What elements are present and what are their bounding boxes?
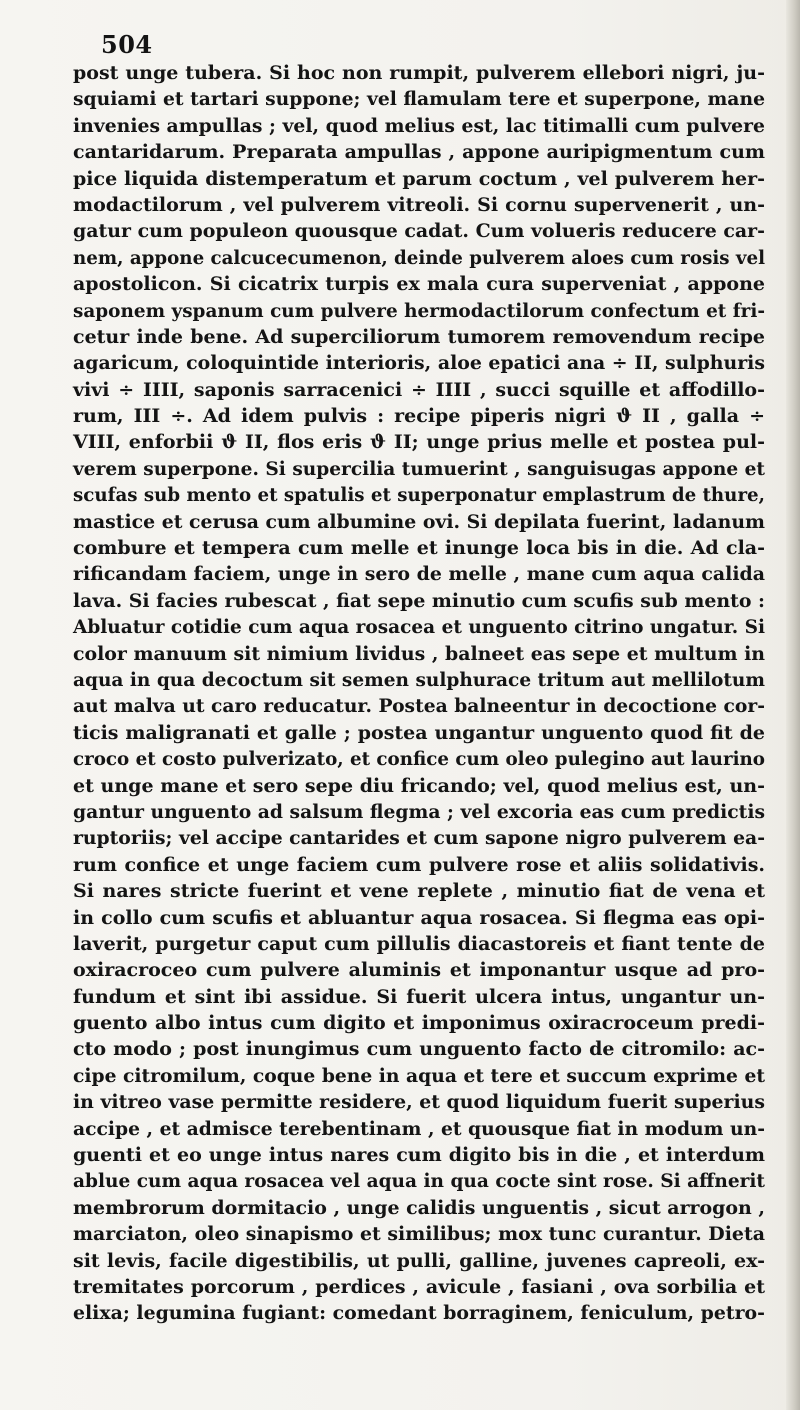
text-line: combure et tempera cum melle et inunge loca bis in die. Ad cla- (73, 537, 765, 560)
text-line: tremitates porcorum , perdices , avicule , fasiani , ova sorbilia et (73, 1275, 765, 1298)
page-edge-shadow (786, 0, 800, 1410)
text-line: agaricum, coloquintide interioris, aloe epatici ana ÷ II, sulphuris (73, 352, 765, 375)
text-line: fundum et sint ibi assidue. Si fuerit ulcera intus, ungantur un- (73, 985, 765, 1008)
text-line: post unge tubera. Si hoc non rumpit, pulverem ellebori nigri, ju- (73, 62, 765, 84)
text-line: color manuum sit nimium lividus , balneet eas sepe et multum in (73, 642, 765, 665)
text-line: verem superpone. Si supercilia tumuerint , sanguisugas appone et (73, 457, 765, 480)
text-line: et unge mane et sero sepe diu fricando; vel, quod melius est, un- (73, 774, 765, 797)
text-line: ticis maligranati et galle ; postea ungantur unguento quod fit de (73, 721, 765, 744)
text-line: guenti et eo unge intus nares cum digito bis in die , et interdum (73, 1144, 765, 1167)
text-line: cto modo ; post inungimus cum unguento facto de citromilo: ac- (73, 1038, 765, 1061)
text-line: elixa; legumina fugiant: comedant borraginem, feniculum, petro- (73, 1302, 765, 1325)
text-line: in vitreo vase permitte residere, et quod liquidum fuerit superius (73, 1091, 765, 1114)
text-line: gatur cum populeon quousque cadat. Cum volueris reducere car- (73, 220, 765, 243)
text-line: cetur inde bene. Ad superciliorum tumorem removendum recipe (73, 325, 765, 348)
text-line: squiami et tartari suppone; vel flamulam tere et superpone, mane (73, 88, 765, 111)
text-line: lava. Si facies rubescat , fiat sepe minutio cum scufis sub mento : (73, 589, 765, 612)
text-line: aqua in qua decoctum sit semen sulphurace tritum aut mellilotum (73, 668, 765, 691)
text-line: modactilorum , vel pulverem vitreoli. Si cornu supervenerit , un- (73, 193, 765, 216)
text-line: Si nares stricte fuerint et vene replete , minutio fiat de vena et (73, 880, 765, 903)
text-line: vivi ÷ IIII, saponis sarracenici ÷ IIII , succi squille et affodillo- (73, 378, 765, 401)
text-line: sit levis, facile digestibilis, ut pulli, galline, juvenes capreoli, ex- (73, 1249, 765, 1272)
body-text (73, 60, 765, 1327)
text-line: croco et costo pulverizato, et confice cum oleo pulegino aut laurino (73, 748, 765, 771)
text-line: ablue cum aqua rosacea vel aqua in qua cocte sint rose. Si affnerit (73, 1170, 765, 1193)
text-line: accipe , et admisce terebentinam , et quousque fiat in modum un- (73, 1117, 765, 1140)
text-line: nem, appone calcucecumenon, deinde pulverem aloes cum rosis vel (73, 246, 765, 269)
text-line: rum confice et unge faciem cum pulvere rose et aliis solidativis. (73, 853, 765, 876)
text-line: apostolicon. Si cicatrix turpis ex mala cura superveniat , appone (73, 273, 765, 296)
text-line: gantur unguento ad salsum flegma ; vel excoria eas cum predictis (73, 800, 765, 823)
text-line: scufas sub mento et spatulis et superponatur emplastrum de thure, (73, 484, 765, 507)
text-line: VIII, enforbii ϑ II, flos eris ϑ II; unge prius melle et postea pul- (73, 431, 765, 454)
text-line: rum, III ÷. Ad idem pulvis : recipe piperis nigri ϑ II , galla ÷ (73, 405, 765, 428)
text-line: guento albo intus cum digito et imponimus oxiracroceum predi- (73, 1012, 765, 1035)
text-line: oxiracroceo cum pulvere aluminis et imponantur usque ad pro- (73, 959, 765, 982)
text-line: in collo cum scufis et abluantur aqua rosacea. Si flegma eas opi- (73, 906, 765, 929)
text-line: rificandam faciem, unge in sero de melle , mane cum aqua calida (73, 563, 765, 586)
text-line: invenies ampullas ; vel, quod melius est, lac titimalli cum pulvere (73, 114, 765, 137)
text-line: cantaridarum. Preparata ampullas , appone auripigmentum cum (73, 141, 765, 164)
text-line: membrorum dormitacio , unge calidis unguentis , sicut arrogon , (73, 1196, 765, 1219)
text-line: aut malva ut caro reducatur. Postea balneentur in decoctione cor- (73, 695, 765, 718)
text-line: marciaton, oleo sinapismo et similibus; mox tunc curantur. Dieta (73, 1223, 765, 1246)
text-line: Abluatur cotidie cum aqua rosacea et unguento citrino ungatur. Si (73, 616, 765, 639)
text-line: saponem yspanum cum pulvere hermodactilorum confectum et fri- (73, 299, 765, 322)
text-line: cipe citromilum, coque bene in aqua et tere et succum exprime et (73, 1064, 765, 1087)
page-number: 504 (101, 30, 153, 59)
text-line: ruptoriis; vel accipe cantarides et cum sapone nigro pulverem ea- (73, 827, 765, 850)
text-line: laverit, purgetur caput cum pillulis diacastoreis et fiant tente de (73, 932, 765, 955)
text-line: pice liquida distemperatum et parum coctum , vel pulverem her- (73, 167, 765, 190)
text-line: mastice et cerusa cum albumine ovi. Si depilata fuerint, ladanum (73, 510, 765, 533)
